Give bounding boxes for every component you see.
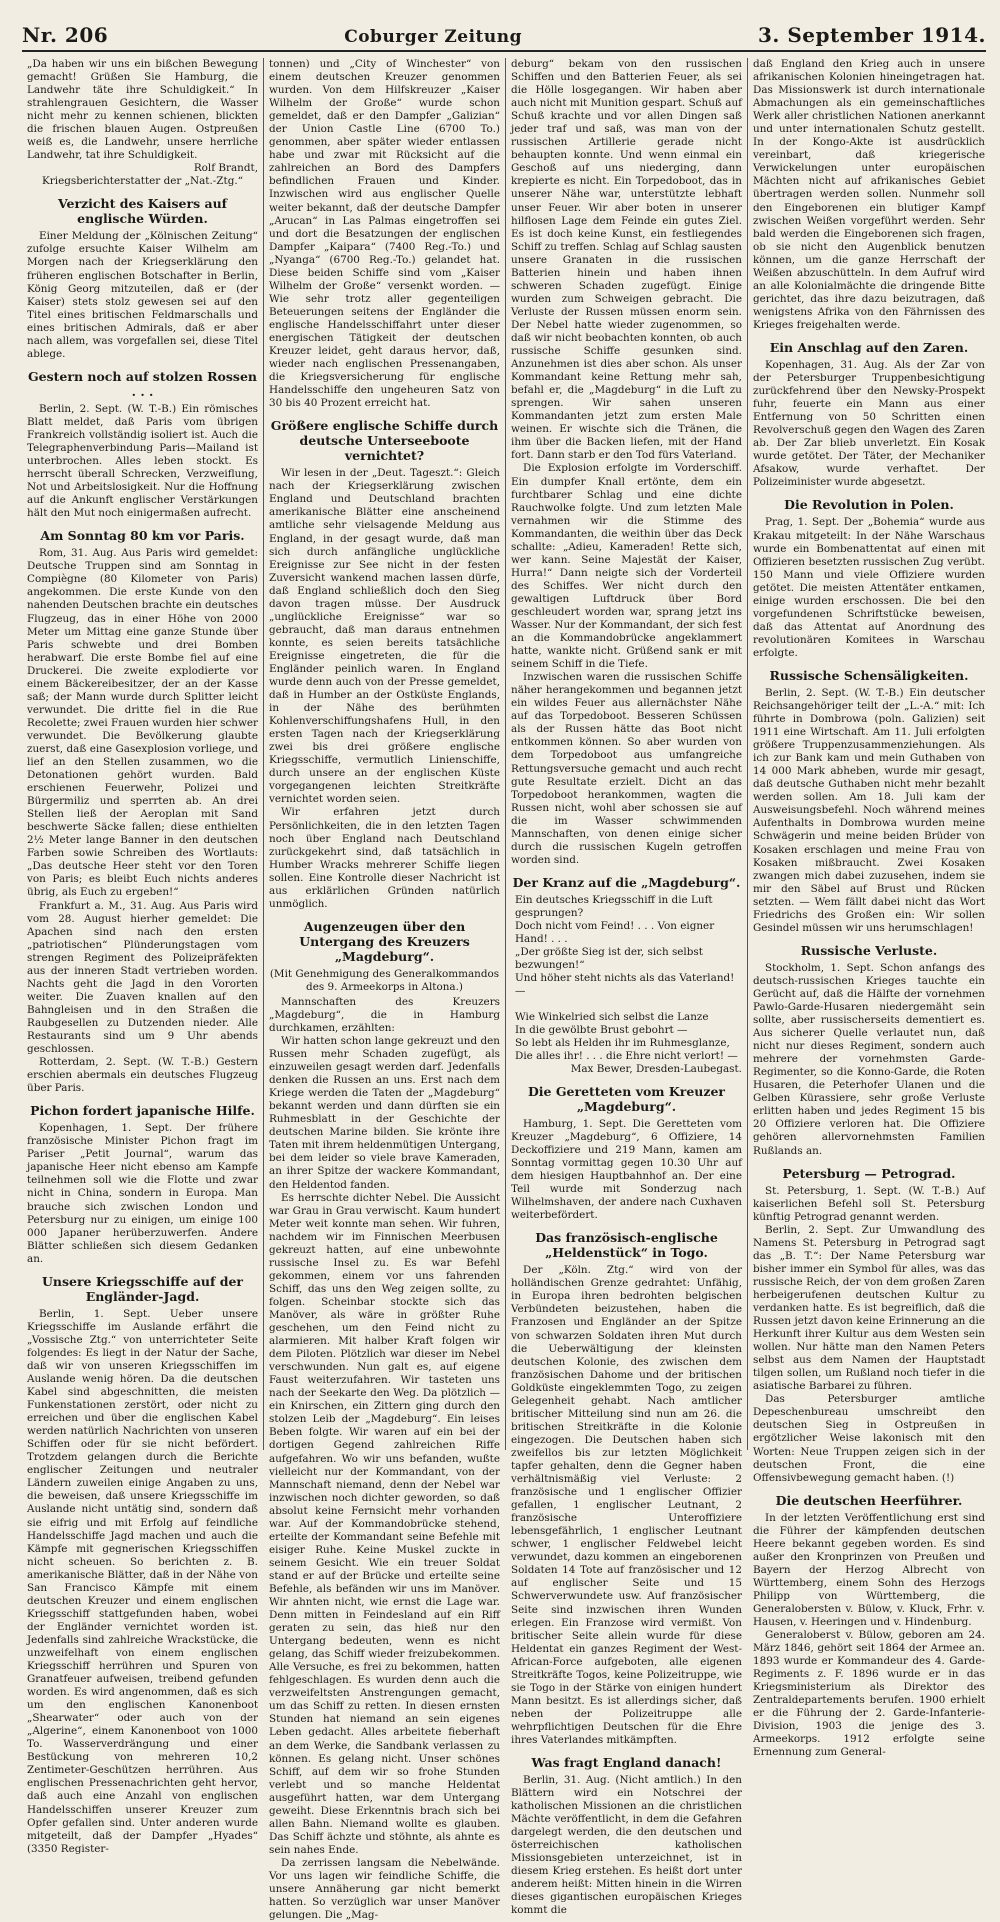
poem-line: Die alles ihr! . . . die Ehre nicht verlort! — bbox=[515, 1049, 738, 1062]
columns bbox=[22, 58, 990, 1922]
article-heading: Der Kranz auf die „Magdeburg“. bbox=[512, 874, 741, 890]
article-heading: Pichon fordert japanische Hilfe. bbox=[30, 1103, 255, 1119]
poem bbox=[511, 894, 742, 1063]
article-text: Es herrschte dichter Nebel. Die Aussicht war Grau in Grau verwischt. Kaum hundert Meter weit konnte man sehen. Wir fuhren, nachdem wir im Finnischen Meerbusen gekreuzt hatten, auf eine unbewohnte russische Insel zu. Es war Befehl gekommen, einem vor uns fahrenden Schiff, das uns den Weg zeigen sollte, zu folgen. Scheinbar stockte sich das Manöver, als wäre in größter Ruhe geschehen, um den Feind nicht zu alarmieren. Mit halber Kraft folgen wir dem Piloten. Plötzlich war dieser im Nebel verschwunden. Nun galt es, auf eigene Faust weiterzufahren. Wir tasteten uns nach der Seekarte den Weg. Da plötzlich — ein Knirschen, ein Zittern ging durch den stolzen Leib der „Magdeburg“. Ein leises Beben folgte. Wir waren auf ein bei der dortigen Gegend zahlreichen Riffe aufgefahren. Wo wir uns befanden, wußte vielleicht nur der Kommandant, von der Mannschaft niemand, denn der Nebel war inzwischen noch dichter geworden, so daß absolut keine Fernsicht mehr vorhanden war. Auf der Kommandobrücke stehend, erteilte der Kommandant seine Befehle mit eisiger Ruhe. Keine Muskel zuckte in seinem Gesicht. Wie ein treuer Soldat stand er auf der Brücke und erteilte seine Befehle, als befänden wir uns im Manöver. Wir ahnten nicht, wie ernst die Lage war. Denn mitten in Feindesland auf ein Riff geraten zu sein, das hieß nur den Untergang bedeuten, wenn es nicht gelang, das Schiff wieder freizubekommen. Alle Versuche, es frei zu bekommen, hatten fehlgeschlagen. Es wurden denn auch die verzweifeltsten Anstrengungen gemacht, um das Schiff zu retten. In diesen ernsten Stunden hat niemand an sein eigenes Leben gedacht. Alles arbeitete fieberhaft an dem Werke, die Sandbank verlassen zu können. Es gelang nicht. Unser schönes Schiff, auf dem wir so frohe Stunden verlebt und so manche Heldentat ausgeführt hatten, war dem Untergang geweiht. Diese Erkenntnis brach sich bei allen Bahn. Niemand wollte es glauben. Das Schiff ächzte und stöhnte, als ahnte es sein nahes Ende. bbox=[269, 1191, 500, 1856]
article-text: daß England den Krieg auch in unsere afrikanischen Kolonien hineingetragen hat. Das Missionswerk ist durch internationale Abmachungen als ein gemeinschaftliches Werk aller christlichen Nationen anerkannt und unter internationalen Schutz gestellt. In der Kongo-Akte ist ausdrücklich vereinbart, daß kriegerische Verwickelungen unter europäischen Mächten nicht auf afrikanisches Gebiet übertragen werden sollen. Nunmehr soll den Eingeborenen ein blutiger Kampf zwischen Weißen vorgeführt werden. Sehr bald werden die Eingeborenen sich fragen, ob sie nicht den Augenblick benutzen können, um die ganze Herrschaft der Weißen abzuschütteln. In dem Aufruf wird an alle Kolonialmächte die dringende Bitte gerichtet, das ihre dazu beizutragen, daß wenigstens Afrika von den Fährnissen des Krieges freigehalten werde. bbox=[753, 58, 985, 331]
column-1 bbox=[22, 58, 264, 1855]
article-text: Wir hatten schon lange gekreuzt und den Russen mehr Schaden zugefügt, als einzuweilen gesagt werden darf. Jedenfalls denken die Russen an uns. Erst nach dem Kriege werden die Taten der „Magdeburg“ bekannt werden und dann dürften sie ein Ruhmesblatt in der Geschichte der deutschen Marine bilden. Sie krönte ihre Taten mit ihrem heldenmütigen Untergang, bei dem leider so viele brave Kameraden, an ihrer Spitze der wackere Kommandant, den Heldentod fanden. bbox=[269, 1035, 500, 1191]
article-text: Prag, 1. Sept. Der „Bohemia“ wurde aus Krakau mitgeteilt: In der Nähe Warschaus wurde ein Bombenattentat auf einen mit Offizieren besetzten russischen Zug verübt. 150 Mann und viele Offiziere wurden getötet. Die meisten Attentäter entkamen, einige wurden erschossen. Die bei den vorgefundenen Schriftstücke beweisen, daß das Attentat auf Anordnung des revolutionären Komitees in Warschau erfolgte. bbox=[753, 516, 985, 659]
article-text: Berlin, 2. Sept. Zur Umwandlung des Namens St. Petersburg in Petrograd sagt das „B. T.“: Der Name Petersburg war bisher immer ein Symbol für alles, was das russische Reich, der von dem großen Zaren herbeigerufenen deutschen Kultur zu verdanken hatte. Es ist begreiflich, daß die Russen jetzt davon keine Erinnerung an die Herkunft ihrer Kultur aus dem Westen sein wollen. Nur hätte man den Namen Peters selbst aus dem Namen der Hauptstadt tilgen sollen, um Rußland noch tiefer in die asiatische Barbarei zu führen. bbox=[753, 1223, 985, 1393]
article-text: Frankfurt a. M., 31. Aug. Aus Paris wird vom 28. August hierher gemeldet: Die Apachen sind nach den ersten „patriotischen“ Plünderungstagen vom strengen Regiment des Polizeipräfekten aus der inneren Stadt vertrieben worden. Nachts geht die Jagd in den Vororten weiter. Die Zuaven knallen auf den Bahngleisen und in den Straßen die Raubgesellen zu Dutzenden nieder. Alle Restaurants sind um 9 Uhr abends geschlossen. bbox=[27, 899, 258, 1056]
poem-line bbox=[515, 998, 742, 1011]
article-text: tonnen) und „City of Winchester“ von einem deutschen Kreuzer genommen wurden. Von dem Hilfskreuzer „Kaiser Wilhelm der Große“ wurde schon gemeldet, daß er den Dampfer „Galizian“ der Union Castle Line (6700 To.) genommen, aber später wieder entlassen habe und zwar mit Rücksicht auf die zahlreichen an Bord des Dampfers befindlichen Frauen und Kinder. Inzwischen wird aus englischer Quelle weiter bekannt, daß der deutsche Dampfer „Arucan“ in Las Palmas eingetroffen sei und dort die Besatzungen der englischen Dampfer „Kaipara“ (7400 Reg.-To.) und „Nyanga“ (6700 Reg.-To.) gelandet hat. Diese beiden Schiffe sind vom „Kaiser Wilhelm der Große“ versenkt worden. — Wie sehr trotz aller gegenteiligen Beteuerungen seitens der Engländer die englische Handelsschiffahrt unter dieser energischen Tätigkeit der deutschen Kreuzer leidet, geht daraus hervor, daß, wieder nach englischen Pressenangaben, die Kriegsversicherung für englische Handelsschiffe den ungeheuren Satz von 30 bis 40 Prozent erreicht hat. bbox=[269, 58, 500, 410]
issue-number: Nr. 206 bbox=[22, 23, 109, 47]
article-text: Einer Meldung der „Kölnischen Zeitung“ zufolge ersuchte Kaiser Wilhelm am Morgen nach der Kriegserklärung den früheren englischen Botschafter in Berlin, König Georg mitzuteilen, daß er (der Kaiser) stets stolz gewesen sei auf den Titel eines britischen Feldmarschalls und eines britischen Admirals, daß er aber nach allem, was vorgefallen sei, diese Titel ablege. bbox=[27, 230, 258, 360]
article-heading: Am Sonntag 80 km vor Paris. bbox=[40, 528, 245, 544]
article-text: Das Petersburger amtliche Depeschenbureau umschreibt den deutschen Sieg in Ostpreußen in ergötzlicher Weise lakonisch mit den Worten: Neue Truppen zeigen sich in der deutschen Front, die eine Offensivbewegung gemacht haben. (!) bbox=[753, 1393, 985, 1484]
poem-line: Doch nicht vom Feind! . . . Von eigner Hand! . . . bbox=[515, 919, 715, 945]
poem-line: Wie Winkelried sich selbst die Lanze bbox=[515, 1010, 709, 1023]
poem-line: In die gewölbte Brust gebohrt — bbox=[515, 1023, 688, 1036]
article-heading: Unsere Kriegsschiffe auf der Engländer-Jagd. bbox=[41, 1273, 244, 1304]
article-text: Die Explosion erfolgte im Vorderschiff. Ein dumpfer Knall ertönte, dem ein furchtbarer Schlag und eine dichte Rauchwolke folgte. Und zum letzten Male vernahmen wir die Stimme des Kommandanten, die weithin über das Deck schallte: „Adieu, Kameraden! Rette sich, wer kann. Seine Majestät der Kaiser, Hurra!“ Dann neigte sich der Vorderteil des Schiffes. Wer nicht durch den gewaltigen Luftdruck über Bord geschleudert worden war, sprang jetzt ins Wasser. Nur der Kommandant, der sich fest an die Kommandobrücke angeklammert hatte, wankte nicht. Grüßend sank er mit seinem Schiff in die Tiefe. bbox=[511, 462, 742, 671]
article-text: Kopenhagen, 31. Aug. Als der Zar von der Petersburger Truppenbesichtigung zurückfehrend über den Newsky-Prospekt fuhr, feuerte ein Mann aus einer Entfernung von 50 Schritten einen Revolverschuß gegen den Wagen des Zaren ab. Der Zar blieb unverletzt. Ein Kosak wurde getötet. Der Täter, der Mechaniker Afsakow, wurde verhaftet. Der Polizeiminister wurde abgesetzt. bbox=[753, 358, 985, 489]
article-text: Hamburg, 1. Sept. Die Geretteten vom Kreuzer „Magdeburg“, 6 Offiziere, 14 Deckoffiziere und 219 Mann, kamen am Sonntag vormittag gegen 10.30 Uhr auf dem hiesigen Hauptbahnhof an. Der eine Teil wurde mit Sonderzug nach Wilhelmshaven, der andere nach Cuxhaven weiterbefördert. bbox=[511, 1117, 742, 1222]
masthead bbox=[22, 18, 986, 52]
byline-role: Kriegsberichterstatter der „Nat.-Ztg.“ bbox=[42, 175, 243, 188]
article-text: Da zerrissen langsam die Nebelwände. Vor uns lagen wir feindliche Schiffe, die unsere Annäherung gar nicht bemerkt hatten. So verzüglich war unser Manöver gelungen. Die „Mag- bbox=[269, 1856, 500, 1922]
article-heading: Die Revolution in Polen. bbox=[784, 497, 954, 513]
article-text: Wir erfahren jetzt durch Persönlichkeiten, die in den letzten Tagen noch über England nach Deutschland zurückgekehrt sind, daß tatsächlich in Humber Wracks mehrerer Schiffe liegen sollen. Eine Kontrolle dieser Nachricht ist aus erklärlichen Gründen natürlich unmöglich. bbox=[269, 806, 500, 910]
article-heading: Gestern noch auf stolzen Rossen . . . bbox=[27, 368, 258, 399]
article-text: Stockholm, 1. Sept. Schon anfangs des deutsch-russischen Krieges tauchte ein Gerücht auf, daß die Hälfte der vornehmen Pawlo-Garde-Husaren niedergemäht sein sollte, aber russischerseits dementiert es. Aus sicherer Quelle verlautet nun, daß nicht nur dieses Regiment, sondern auch mehrere der vornehmsten Garde-Regimenter, so die Konno-Garde, die Roten Husaren, die Peterhofer Ulanen und die Gelben Kürassiere, sehr große Verluste erlitten haben und jedes Regiment 15 bis 20 Offiziere verloren hat. Die Offiziere gehören allervornehmsten Familien Rußlands an. bbox=[753, 961, 985, 1157]
column-2 bbox=[264, 58, 506, 1922]
article-heading: Russische Verluste. bbox=[800, 942, 938, 958]
article-text: Berlin, 31. Aug. (Nicht amtlich.) In den Blättern wird ein Notschrei der katholischen Missionen an die christlichen Mächte veröffentlicht, in dem die Gefahren dargelegt werden, die den deutschen und österreichischen katholischen Missionsgebieten unterzeichnet, ist in diesem Krieg erstehen. Es heißt dort unter anderem heißt: Mitten hinein in die Wirren dieses gigantischen europäischen Krieges kommt die bbox=[511, 1774, 742, 1917]
article-text: Berlin, 1. Sept. Ueber unsere Kriegsschiffe im Auslande erfährt die „Vossische Ztg.“ von unterrichteter Seite folgendes: Es liegt in der Natur der Sache, daß wir von unseren Kriegsschiffen im Auslande wenig hören. Da die deutschen Kabel sind abgeschnitten, die meisten Funkenstationen zerstört, oder nicht zu erreichen und über die englischen Kabel werden natürlich Nachrichten von unseren Schiffen oder für sie nicht befördert. Trotzdem gelangen durch die Berichte englischer Zeitungen und neutraler Ländern zuweilen einige Angaben zu uns, die beweisen, daß unsere Kriegsschiffe im Auslande nicht untätig sind, sondern daß sie eifrig und mit Erfolg auf feindliche Handelsschiffe Jagd machen und auch die Kämpfe mit gegnerischen Kriegsschiffen nicht scheuen. So berichten z. B. amerikanische Blätter, daß in der Nähe von San Francisco Kämpfe mit einem deutschen Kreuzer und einem englischen Kriegsschiff stattgefunden haben, wobei der Engländer vernichtet worden ist. Jedenfalls sind zahlreiche Wrackstücke, die unzweifelhaft von einem englischen Kriegsschiff herrühren und Spuren von Granatfeuer aufweisen, treibend gefunden worden. Es wird angenommen, daß es sich um den englischen Kanonenboot „Shearwater“ oder auch von der „Algerine“, einem Kanonenboot von 1000 To. Wasserverdrängung und einer Bestückung von mehreren 10,2 Zentimeter-Geschützen herrühren. Aus englischen Pressenachrichten geht hervor, daß auch eine Anzahl von englischen Handelsschiffen unserer Kreuzer zum Opfer gefallen sind. Unter anderen wurde mitgeteilt, daß der Dampfer „Hyades“ (3350 Register- bbox=[27, 1307, 258, 1855]
article-text: Kopenhagen, 1. Sept. Der frühere französische Minister Pichon fragt im Pariser „Petit Journal“, warum das japanische Heer nicht ebenso am Kampfe teilnehmen soll wie die Flotte und zwar nicht in China, sondern in Europa. Man brauche sich zwischen London und Petersburg nur zu einigen, um einige 100 000 Japaner herüberzuwerfen. Andere Blätter schließen sich diesem Gedanken an. bbox=[27, 1122, 258, 1265]
article-heading: Ein Anschlag auf den Zaren. bbox=[769, 339, 969, 355]
byline: Rolf Brandt, bbox=[193, 162, 258, 175]
article-heading: Größere englische Schiffe durch deutsche Unterseeboote vernichtet? bbox=[270, 418, 499, 464]
poem-line: Ein deutsches Kriegsschiff in die Luft gesprungen? bbox=[515, 893, 713, 919]
article-heading: Verzicht des Kaisers auf englische Würden. bbox=[57, 196, 228, 227]
article-text: In der letzten Veröffentlichung erst sind die Führer der kämpfenden deutschen Heere bekannt gegeben worden. Es sind außer den Kronprinzen von Preußen und Bayern der Herzog Albrecht von Württemberg, einem Sohn des Herzogs Philipp von Württemberg, die Generalobersten v. Bülow, v. Kluck, Frhr. v. Hausen, v. Heeringen und v. Hindenburg. bbox=[753, 1511, 985, 1629]
article-text: St. Petersburg, 1. Sept. (W. T.-B.) Auf kaiserlichen Befehl soll St. Petersburg künftig Petrograd genannt werden. bbox=[753, 1184, 985, 1223]
poem-line: Und höher steht nichts als das Vaterland! — bbox=[515, 971, 735, 997]
column-4 bbox=[748, 58, 990, 1759]
article-heading: Russische Schensäligkeiten. bbox=[769, 667, 969, 683]
article-text: Wir lesen in der „Deut. Tageszt.“: Gleich nach der Kriegserklärung zwischen England und Deutschland brachten amerikanische Blätter eine anscheinend amtliche sehr vielsagende Meldung aus England, in der gesagt wurde, daß man sich durch anfängliche unglückliche Ereignisse zur See nicht in der festen Zuversicht wankend machen lassen dürfe, daß England schließlich doch den Sieg davon tragen müsse. Der Ausdruck „unglückliche Ereignisse“ war so gebraucht, daß man daraus entnehmen konnte, es seien bereits tatsächliche Ereignisse eingetreten, die für die Engländer peinlich waren. In England wurde denn auch von der Presse gemeldet, daß in Humber an der Ostküste Englands, in der Nähe des berühmten Kohlenverschiffungshafens Hull, in den ersten Tagen nach der Kriegserklärung zwei bis drei größere englische Kriegsschiffe, vermutlich Linienschiffe, durch unsere an der englischen Küste vorgegangenen leichten Streitkräfte vernichtet worden seien. bbox=[269, 467, 500, 806]
article-text: Generaloberst v. Bülow, geboren am 24. März 1846, gehört seit 1864 der Armee an. 1893 wurde er Kommandeur des 4. Garde-Regiments z. F. 1896 wurde er in das Kriegsministerium als Direktor des Zentraldepartements berufen. 1900 erhielt er die Führung der 2. Garde-Infanterie-Division, 1903 die jenige des 3. Armeekorps. 1912 erfolgte seine Ernennung zum General- bbox=[753, 1629, 985, 1759]
poem-line: „Der größte Sieg ist der, sich selbst bezwungen!“ bbox=[515, 945, 703, 971]
article-heading: Das französisch-englische „Heldenstück“ in Togo. bbox=[535, 1230, 718, 1261]
poem-line: So lebt als Helden ihr im Ruhmesglanze, bbox=[515, 1036, 730, 1049]
newspaper-title: Coburger Zeitung bbox=[344, 27, 522, 47]
article-text: Mannschaften des Kreuzers „Magdeburg“, die in Hamburg durchkamen, erzählten: bbox=[269, 995, 500, 1034]
article-text: „Da haben wir uns ein bißchen Bewegung gemacht! Grüßen Sie Hamburg, die Landwehr täte ihre Schuldigkeit.“ In strahlengrauen Gesichtern, die Wasser nicht mehr zu kennen schienen, blickten die frischen blauen Augen. Ostpreußen weiß es, die Landwehr, unsere herrliche Landwehr, tat ihre Schuldigkeit. bbox=[27, 58, 258, 162]
article-text: Rotterdam, 2. Sept. (W. T.-B.) Gestern erschien abermals ein deutsches Flugzeug über Paris. bbox=[27, 1056, 258, 1095]
column-3 bbox=[506, 58, 748, 1917]
article-text: Rom, 31. Aug. Aus Paris wird gemeldet: Deutsche Truppen sind am Sonntag in Compiègne (80 Kilometer von Paris) angekommen. Die erste Kunde von den nahenden Deutschen brachte ein deutsches Flugzeug, das in einer Höhe von 2000 Meter um Mittag eine ganze Stunde über Paris schwebte und drei Bomben herabwarf. Die erste Bombe fiel auf eine Druckerei. Die zweite explodierte vor einem Bäckereibesitzer, der an der Kasse saß; der Mann wurde durch Splitter leicht verwundet. Die dritte fiel in die Rue Recolette; zwei Frauen wurden hier schwer verwundet. Die Bevölkerung glaubte zuerst, daß eine Gasexplosion vorliege, und lief an den Stellen zusammen, wo die Detonationen gehört wurden. Bald erschienen Feuerwehr, Polizei und Bürgermiliz und sperrten ab. An drei Stellen ließ der Aeroplan mit Sand beschwerte Säcke fallen; diese enthielten 2½ Meter lange Banner in den deutschen Farben sowie Schreiben des Wortlauts: „Das deutsche Heer steht vor den Toren von Paris; es bleibt Euch nichts anderes übrig, als Euch zu ergeben!“ bbox=[27, 547, 258, 899]
article-subtitle: (Mit Genehmigung des Generalkommandos des 9. Armeekorps in Altona.) bbox=[269, 967, 500, 993]
article-text: Inzwischen waren die russischen Schiffe näher herangekommen und begannen jetzt ein wildes Feuer aus allernächster Nähe auf das Torpedoboot. Besseren Schüssen als der Russen hätte das Boot nicht entkommen können. So aber wurden von dem Torpedoboot aus umfangreiche Rettungsversuche gemacht und auch recht gute Resultate erzielt. Dicht an das Torpedoboot herankommen, wagten die Russen nicht, wohl aber schossen sie auf die im Wasser schwimmenden Mannschaften, von denen einige sicher durch die russischen Kugeln getroffen worden sind. bbox=[511, 671, 742, 866]
article-text: deburg“ bekam von den russischen Schiffen und den Batterien Feuer, als sei die Hölle losgegangen. Wir haben aber auch nicht mit Munition gespart. Schuß auf Schuß krachte und vor allen Dingen saß jeder traf und saß, was man von der russischen Artillerie gerade nicht behaupten konnte. Und wenn einmal ein Geschoß auf uns niederging, dann krepierte es nicht. Ein Torpedoboot, das in unserer Nähe war, unterstützte lebhaft unser Feuer. Wir aber boten in unserer hilflosen Lage dem Feinde ein gutes Ziel. Es ist doch keine Kunst, ein festliegendes Schiff zu treffen. Schlag auf Schlag sausten unsere Granaten in die russischen Batterien hinein und haben ihnen schweren Schaden zugefügt. Einige wurden zum Schweigen gebracht. Die Verluste der Russen müssen enorm sein. Der Nebel hatte wieder zugenommen, so daß wir nicht beobachten konnten, ob auch russische Schiffe gesunken sind. Anzunehmen ist dies aber schon. Als unser Kommandant keine Rettung mehr sah, befahl er, die „Magdeburg“ in die Luft zu sprengen. Wir sahen unseren Kommandanten jetzt zum ersten Male weinen. Er wischte sich die Tränen, die ihm über die Backen liefen, mit der Hand fort. Dann starb er den Tod fürs Vaterland. bbox=[511, 58, 742, 462]
issue-date: 3. September 1914. bbox=[758, 23, 986, 47]
article-text: Berlin, 2. Sept. (W. T.-B.) Ein deutscher Reichsangehöriger teilt der „L.-A.“ mit: Ich führte in Dombrowa (poln. Galizien) seit 1911 eine Wirtschaft. Am 11. Juli erfolgten größere Truppenzusammenziehungen. Als ich zur Bank kam und mein Guthaben von 14 000 Mark abheben, wurde mir gesagt, daß deutsche Guthaben nicht mehr bezahlt werden sollen. Am 18. Juli kam der Ausweisungsbefehl. Noch während meines Aufenthalts in Dombrowa wurden meine Schwägerin und meine beiden Brüder von Kosaken erschlagen und meine Frau von Kosaken mißbraucht. Zwei Kosaken zwangen mich dabei zuzusehen, indem sie mir den Säbel auf Brust und Rücken setzten. — Wem fällt dabei nicht das Wort Friedrichs des Großen ein: Wir sollen Gesindel müssen wir uns herumschlagen! bbox=[753, 686, 985, 934]
article-heading: Was fragt England danach! bbox=[531, 1755, 722, 1771]
article-text: Berlin, 2. Sept. (W. T.-B.) Ein römisches Blatt meldet, daß Paris vom übrigen Frankreich vollständig isoliert ist. Auch die Telegraphenverbindung Paris—Mailand ist unterbrochen. Alles leben stockt. Es herrscht überall Schrecken, Verzweiflung, Not und Arbeitslosigkeit. Nur die Hoffnung auf die Ankunft englischer Verstärkungen hält den Mut noch einigermaßen aufrecht. bbox=[27, 402, 258, 520]
article-heading: Augenzeugen über den Untergang des Kreuzers „Magdeburg“. bbox=[299, 918, 470, 964]
poem-author: Max Bewer, Dresden-Laubegast. bbox=[570, 1062, 742, 1075]
article-heading: Die deutschen Heerführer. bbox=[775, 1492, 963, 1508]
article-heading: Petersburg — Petrograd. bbox=[782, 1165, 956, 1181]
article-heading: Die Geretteten vom Kreuzer „Magdeburg“. bbox=[527, 1083, 726, 1114]
article-text: Der „Köln. Ztg.“ wird von der holländischen Grenze gedrahtet: Unfähig, in Europa ihren bedrohten belgischen Verbündeten beizustehen, haben die Franzosen und Engländer an der Spitze von schwarzen Soldaten ihren Mut durch die Ueberwältigung der kleinsten deutschen Kolonie, des zwischen dem französischen Dahome und der britischen Goldküste eingeklemmten Togo, zu zeigen Gelegenheit gehabt. Nach amtlicher britischer Mitteilung sind nun am 26. die britischen Streitkräfte in die Kolonie eingezogen. Die Deutschen haben sich zweifellos bis zur letzten Möglichkeit tapfer gehalten, denn die Gegner haben verhältnismäßig viel Verluste: 2 französische und 1 englischer Offizier gefallen, 1 englischer Leutnant, 2 französische Unteroffiziere lebensgefährlich, 1 englischer Leutnant schwer, 1 englischer Feldwebel leicht verwundet, dazu kommen an eingeborenen Soldaten 14 Tote auf französischer und 12 auf englischer Seite und 15 Schwerverwundete usw. Auf französischer Seite sind inzwischen ihren Wunden erlegen. Ein Franzose wird vermißt. Von britischer Seite allein wurde für diese Heldentat ein ganzes Regiment der West-African-Force aufgeboten, alle eigenen Streitkräfte Togos, keine Polizeitruppe, wie sie Togo in der Stärke von einigen hundert Mann besitzt. Es ist allerdings sicher, daß neben der Polizeitruppe alle wehrpflichtigen Deutschen für die Ehre ihres Vaterlandes mitkämpften. bbox=[511, 1264, 742, 1746]
